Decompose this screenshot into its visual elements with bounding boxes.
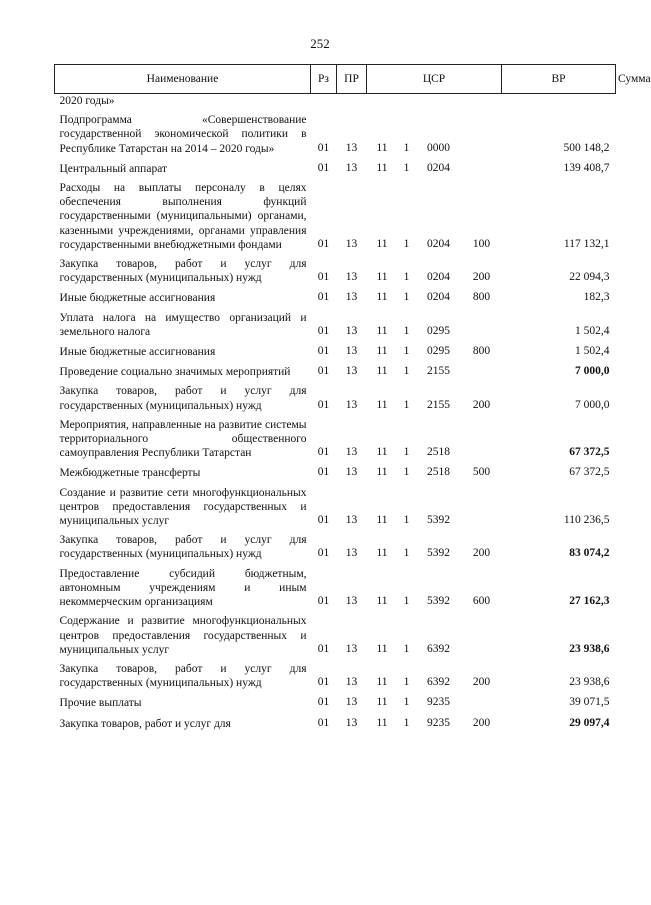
row-rz: 01 (317, 446, 330, 459)
table-row (55, 413, 616, 461)
row-csr-3: 0204 (427, 271, 450, 284)
row-vr (462, 413, 502, 461)
row-csr-2: 1 (403, 642, 410, 655)
row-sum: 182,3 (583, 291, 610, 304)
row-vr (462, 609, 502, 657)
row-csr-1: 11 (376, 696, 388, 709)
table-row (55, 528, 616, 561)
header-pr: ПР (337, 65, 367, 94)
row-name: Расходы на выплаты персоналу в целях обеспечения выполнения функций государственными (муниципальными) органами, казенными учреждениями, органами управления государственными внебюджетными фондами (59, 182, 307, 251)
header-csr: ЦСР (367, 65, 502, 94)
row-csr-2: 1 (403, 365, 410, 378)
row-rz: 01 (317, 642, 330, 655)
table-row (55, 690, 616, 710)
row-name: Закупка товаров, работ и услуг для государственных (муниципальных) нужд (59, 534, 307, 561)
row-pr: 13 (345, 595, 358, 608)
row-csr-2: 1 (403, 514, 410, 527)
row-pr: 13 (345, 291, 358, 304)
row-vr: 600 (472, 595, 491, 608)
row-csr-3: 0295 (427, 324, 450, 337)
row-pr: 13 (345, 514, 358, 527)
row-name: Закупка товаров, работ и услуг для государственных (муниципальных) нужд (59, 385, 307, 412)
row-csr-2: 1 (403, 716, 410, 729)
row-pr: 13 (345, 345, 358, 358)
table-row (55, 359, 616, 379)
row-sum: 67 372,5 (569, 446, 610, 459)
row-rz: 01 (317, 324, 330, 337)
row-name: Иные бюджетные ассигнования (59, 292, 216, 305)
row-name: Центральный аппарат (59, 162, 168, 175)
row-csr-1: 11 (376, 161, 388, 174)
table-row (55, 176, 616, 252)
row-csr-1: 11 (376, 271, 388, 284)
table-row (55, 252, 616, 285)
row-csr-2: 1 (403, 271, 410, 284)
header-rz: Рз (311, 65, 337, 94)
row-csr-2: 1 (403, 398, 410, 411)
row-rz: 01 (317, 676, 330, 689)
row-rz: 01 (317, 365, 330, 378)
row-rz: 01 (317, 514, 330, 527)
row-sum: 139 408,7 (563, 161, 610, 174)
row-csr-1: 11 (376, 398, 388, 411)
row-csr-1: 11 (376, 141, 388, 154)
row-name: Проведение социально значимых мероприятий (59, 366, 291, 379)
row-csr-3: 9235 (427, 696, 450, 709)
row-csr-1: 11 (376, 547, 388, 560)
row-csr-3: 0000 (427, 141, 450, 154)
row-name: Мероприятия, направленные на развитие системы территориального общественного самоуправления Республики Татарстан (59, 418, 307, 460)
row-vr (462, 108, 502, 156)
row-sum: 23 938,6 (569, 642, 610, 655)
row-pr: 13 (345, 547, 358, 560)
row-vr (462, 306, 502, 339)
row-vr (462, 690, 502, 710)
row-rz: 01 (317, 345, 330, 358)
row-name: Закупка товаров, работ и услуг для государственных (муниципальных) нужд (59, 662, 307, 690)
row-csr-3: 5392 (427, 595, 450, 608)
row-name: Создание и развитие сети многофункциональных центров предоставления государственных и муниципальных услуг (59, 486, 307, 528)
row-csr-2: 1 (403, 696, 410, 709)
row-csr-2: 1 (403, 595, 410, 608)
table-row (55, 285, 616, 305)
row-sum: 110 236,5 (563, 514, 610, 527)
row-vr: 200 (472, 271, 491, 284)
row-vr (462, 156, 502, 176)
row-pr: 13 (345, 446, 358, 459)
row-name: Содержание и развитие многофункциональных центров предоставления государственных и муниципальных услуг (59, 615, 307, 656)
page-number: 252 (310, 36, 330, 51)
row-pr: 13 (345, 365, 358, 378)
row-name: Уплата налога на имущество организаций и земельного налога (59, 311, 307, 338)
row-sum: 39 071,5 (569, 696, 610, 709)
row-csr-3: 9235 (427, 716, 450, 729)
row-csr-2: 1 (403, 345, 410, 358)
row-sum: 7 000,0 (575, 398, 610, 411)
row-csr-1: 11 (376, 676, 388, 689)
table-header-row: Наименование Рз ПР ЦСР ВР Сумма (55, 65, 616, 94)
table-row (55, 481, 616, 529)
continuation-text: 2020 годы» (59, 95, 115, 107)
row-pr: 13 (345, 398, 358, 411)
row-csr-1: 11 (376, 466, 388, 479)
row-name: Прочие выплаты (59, 697, 142, 710)
table-row (55, 156, 616, 176)
row-rz: 01 (317, 696, 330, 709)
row-pr: 13 (345, 141, 358, 154)
row-csr-2: 1 (403, 237, 410, 250)
row-csr-3: 2518 (427, 466, 450, 479)
table-row (55, 339, 616, 359)
row-pr: 13 (345, 642, 358, 655)
row-name: Закупка товаров, работ и услуг для (59, 717, 231, 730)
row-csr-1: 11 (376, 514, 388, 527)
row-rz: 01 (317, 716, 330, 729)
table-row (55, 306, 616, 339)
row-sum: 29 097,4 (569, 716, 610, 729)
row-rz: 01 (317, 398, 330, 411)
row-pr: 13 (345, 324, 358, 337)
table-row (55, 460, 616, 480)
row-csr-3: 5392 (427, 514, 450, 527)
row-vr (462, 481, 502, 529)
row-csr-1: 11 (376, 237, 388, 250)
row-pr: 13 (345, 237, 358, 250)
row-vr (462, 359, 502, 379)
row-sum: 67 372,5 (569, 466, 610, 479)
table-row (55, 657, 616, 690)
row-csr-3: 2155 (427, 365, 450, 378)
row-rz: 01 (317, 237, 330, 250)
continuation-row (55, 94, 616, 109)
row-csr-3: 0204 (427, 291, 450, 304)
row-pr: 13 (345, 696, 358, 709)
row-csr-1: 11 (376, 291, 388, 304)
table-row (55, 711, 616, 731)
row-csr-2: 1 (403, 161, 410, 174)
budget-table (54, 64, 651, 731)
row-vr: 200 (472, 398, 491, 411)
row-rz: 01 (317, 161, 330, 174)
row-sum: 117 132,1 (563, 237, 610, 250)
table-row (55, 379, 616, 412)
row-csr-3: 0295 (427, 345, 450, 358)
row-pr: 13 (345, 161, 358, 174)
row-sum: 27 162,3 (569, 595, 610, 608)
row-csr-3: 2518 (427, 446, 450, 459)
row-rz: 01 (317, 595, 330, 608)
row-csr-1: 11 (376, 365, 388, 378)
table-row (55, 562, 616, 610)
table-row (55, 609, 616, 657)
row-name: Подпрограмма «Совершенствование государственной экономической политики в Республике Татарстан на 2014 – 2020 годы» (59, 114, 307, 155)
row-csr-3: 0204 (427, 161, 450, 174)
row-vr: 200 (472, 676, 491, 689)
row-csr-2: 1 (403, 547, 410, 560)
row-name: Межбюджетные трансферты (59, 467, 201, 480)
row-csr-2: 1 (403, 676, 410, 689)
row-sum: 23 938,6 (569, 676, 610, 689)
row-csr-1: 11 (376, 642, 388, 655)
row-rz: 01 (317, 547, 330, 560)
row-csr-1: 11 (376, 446, 388, 459)
row-sum: 500 148,2 (563, 141, 610, 154)
row-csr-2: 1 (403, 291, 410, 304)
row-sum: 7 000,0 (575, 365, 610, 378)
row-sum: 22 094,3 (569, 271, 610, 284)
row-name: Предоставление субсидий бюджетным, автономным учреждениям и иным некоммерческим организациям (59, 567, 307, 609)
row-csr-2: 1 (403, 141, 410, 154)
row-csr-1: 11 (376, 716, 388, 729)
header-name: Наименование (55, 65, 311, 94)
row-csr-1: 11 (376, 595, 388, 608)
row-rz: 01 (317, 271, 330, 284)
row-rz: 01 (317, 141, 330, 154)
header-vr: ВР (502, 65, 616, 94)
row-csr-2: 1 (403, 446, 410, 459)
row-csr-3: 2155 (427, 398, 450, 411)
row-csr-2: 1 (403, 466, 410, 479)
row-vr: 800 (472, 291, 491, 304)
row-sum: 83 074,2 (569, 547, 610, 560)
row-rz: 01 (317, 291, 330, 304)
row-vr: 100 (472, 237, 491, 250)
row-csr-3: 0204 (427, 237, 450, 250)
row-pr: 13 (345, 466, 358, 479)
row-vr: 200 (472, 716, 491, 729)
row-vr: 800 (472, 345, 491, 358)
row-vr: 500 (472, 466, 491, 479)
row-csr-1: 11 (376, 345, 388, 358)
row-vr: 200 (472, 547, 491, 560)
row-rz: 01 (317, 466, 330, 479)
row-pr: 13 (345, 716, 358, 729)
row-sum: 1 502,4 (575, 324, 610, 337)
row-csr-3: 6392 (427, 642, 450, 655)
row-name: Иные бюджетные ассигнования (59, 346, 216, 359)
row-pr: 13 (345, 676, 358, 689)
row-csr-2: 1 (403, 324, 410, 337)
row-csr-1: 11 (376, 324, 388, 337)
row-pr: 13 (345, 271, 358, 284)
row-sum: 1 502,4 (575, 345, 610, 358)
row-csr-3: 6392 (427, 676, 450, 689)
table-row (55, 108, 616, 156)
row-csr-3: 5392 (427, 547, 450, 560)
row-name: Закупка товаров, работ и услуг для государственных (муниципальных) нужд (59, 258, 307, 285)
